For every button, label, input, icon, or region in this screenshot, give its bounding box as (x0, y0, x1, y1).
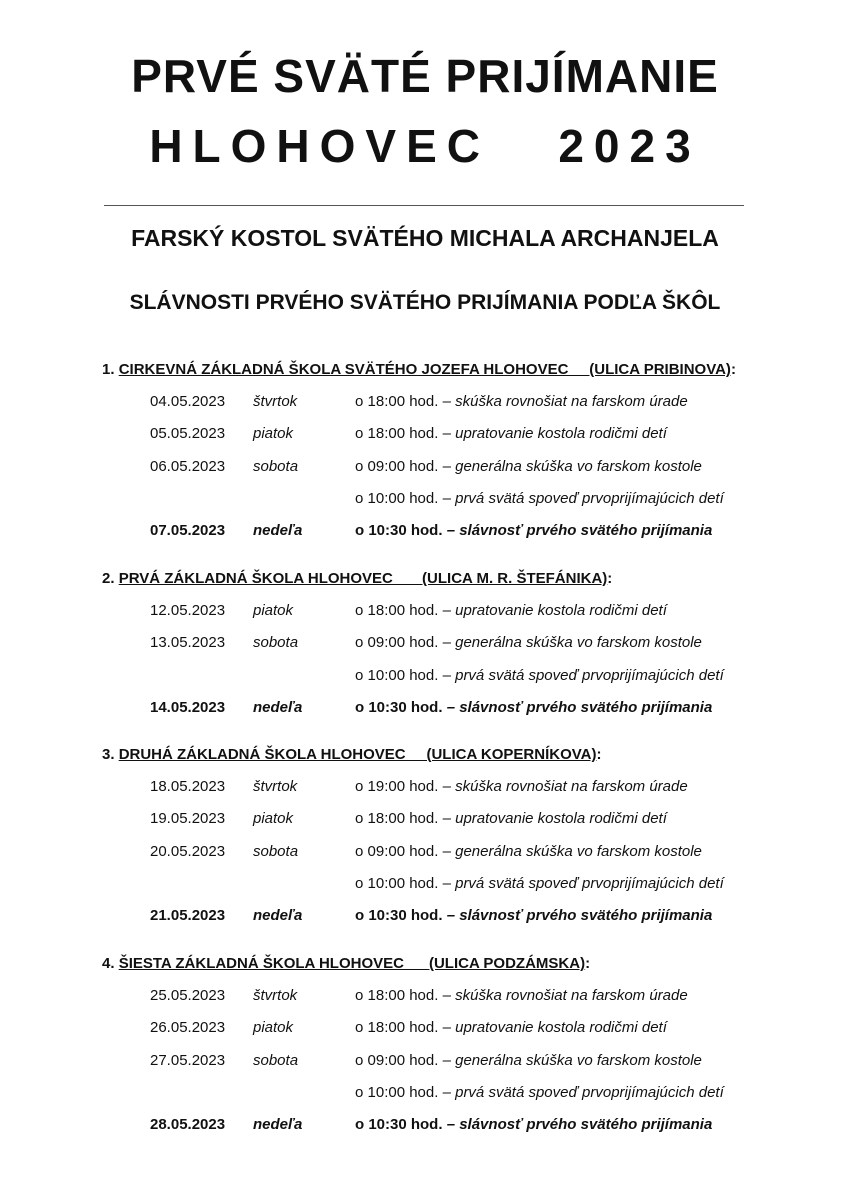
event-description: – slávnosť prvého svätého prijímania (442, 1116, 713, 1134)
event-day: nedeľa (253, 907, 303, 925)
event-description: – prvá svätá spoveď prvoprijímajúcich detí (438, 489, 724, 507)
school-number: 3. (102, 746, 119, 763)
event-time: o 10:00 hod. – prvá svätá spoveď prvoprijímajúcich detí (355, 666, 724, 684)
event-time: o 09:00 hod. – generálna skúška vo farskom kostole (355, 634, 702, 652)
event-description: – upratovanie kostola rodičmi detí (438, 810, 667, 828)
event-row (0, 392, 850, 414)
event-time: o 10:00 hod. – prvá svätá spoveď prvoprijímajúcich detí (355, 489, 724, 507)
event-time: o 18:00 hod. – upratovanie kostola rodičmi detí (355, 425, 667, 443)
event-description: – generálna skúška vo farskom kostole (438, 1051, 702, 1069)
ceremony-row (0, 698, 850, 720)
event-description: – generálna skúška vo farskom kostole (438, 842, 702, 860)
event-date: 06.05.2023 (150, 457, 226, 475)
school-heading (102, 954, 590, 974)
event-row (0, 1018, 850, 1040)
event-row (0, 601, 850, 623)
divider (104, 205, 744, 206)
ceremony-row (0, 1115, 850, 1137)
event-row (0, 874, 850, 896)
event-time: o 18:00 hod. – upratovanie kostola rodičmi detí (355, 810, 667, 828)
event-date: 26.05.2023 (150, 1019, 226, 1037)
event-day: nedeľa (253, 522, 303, 540)
event-date: 04.05.2023 (150, 393, 226, 410)
school-heading-colon: : (730, 361, 736, 378)
school-heading-colon: : (596, 746, 602, 763)
event-description: – upratovanie kostola rodičmi detí (438, 602, 667, 619)
event-description: – skúška rovnošiat na farskom úrade (438, 987, 688, 1004)
school-name: PRVÁ ZÁKLADNÁ ŠKOLA HLOHOVEC (ULICA M. R. ŠTEFÁNIKA) (118, 570, 608, 587)
event-day: piatok (253, 602, 294, 619)
event-time: o 10:30 hod. – slávnosť prvého svätého prijímania (355, 907, 713, 925)
event-row (0, 457, 850, 479)
event-date: 07.05.2023 (150, 522, 226, 540)
school-heading (102, 569, 612, 589)
event-time: o 19:00 hod. – skúška rovnošiat na farskom úrade (355, 778, 688, 795)
event-date: 20.05.2023 (150, 842, 226, 860)
church-heading: FARSKÝ KOSTOL SVÄTÉHO MICHALA ARCHANJELA (131, 225, 719, 251)
event-description: – upratovanie kostola rodičmi detí (438, 425, 667, 443)
event-row (0, 633, 850, 655)
event-time: o 18:00 hod. – skúška rovnošiat na farskom úrade (355, 987, 688, 1004)
event-row (0, 842, 850, 864)
school-heading-colon: : (585, 955, 591, 972)
school-number: 2. (102, 570, 119, 587)
event-time: o 18:00 hod. – upratovanie kostola rodičmi detí (355, 1019, 667, 1037)
event-time: o 10:30 hod. – slávnosť prvého svätého prijímania (355, 698, 713, 716)
school-number: 1. (102, 361, 119, 378)
event-description: – skúška rovnošiat na farskom úrade (438, 778, 688, 795)
event-description: – slávnosť prvého svätého prijímania (442, 522, 713, 540)
event-description: – generálna skúška vo farskom kostole (438, 457, 702, 475)
event-time: o 18:00 hod. – upratovanie kostola rodičmi detí (355, 602, 667, 619)
school-heading-colon: : (607, 570, 613, 587)
event-row (0, 1051, 850, 1073)
ceremony-row (0, 521, 850, 543)
event-day: sobota (253, 634, 299, 652)
event-date: 12.05.2023 (150, 602, 226, 619)
event-description: – upratovanie kostola rodičmi detí (438, 1019, 667, 1037)
ceremony-row (0, 906, 850, 928)
event-time: o 10:30 hod. – slávnosť prvého svätého prijímania (355, 1116, 713, 1134)
event-date: 28.05.2023 (150, 1116, 226, 1134)
school-name: CIRKEVNÁ ZÁKLADNÁ ŠKOLA SVÄTÉHO JOZEFA HLOHOVEC (ULICA PRIBINOVA) (118, 361, 731, 378)
event-row (0, 666, 850, 688)
event-row (0, 809, 850, 831)
event-day: sobota (253, 842, 299, 860)
school-heading (102, 745, 601, 765)
school-number: 4. (102, 955, 119, 972)
event-time: o 10:30 hod. – slávnosť prvého svätého prijímania (355, 522, 713, 540)
event-date: 14.05.2023 (150, 698, 226, 716)
event-description: – prvá svätá spoveď prvoprijímajúcich detí (438, 1083, 724, 1101)
school-name: DRUHÁ ZÁKLADNÁ ŠKOLA HLOHOVEC (ULICA KOPERNÍKOVA) (118, 746, 597, 763)
event-date: 19.05.2023 (150, 810, 226, 828)
event-description: – slávnosť prvého svätého prijímania (442, 907, 713, 925)
event-time: o 09:00 hod. – generálna skúška vo farskom kostole (355, 1051, 702, 1069)
event-day: nedeľa (253, 1116, 303, 1134)
event-date: 25.05.2023 (150, 987, 226, 1004)
event-date: 21.05.2023 (150, 907, 226, 925)
event-day: piatok (253, 1019, 294, 1037)
event-date: 05.05.2023 (150, 425, 226, 443)
school-name: ŠIESTA ZÁKLADNÁ ŠKOLA HLOHOVEC (ULICA PODZÁMSKA) (118, 955, 586, 972)
page-title-line1: PRVÉ SVÄTÉ PRIJÍMANIE (131, 50, 719, 102)
event-description: – prvá svätá spoveď prvoprijímajúcich detí (438, 666, 724, 684)
event-time: o 10:00 hod. – prvá svätá spoveď prvoprijímajúcich detí (355, 874, 724, 892)
event-date: 18.05.2023 (150, 778, 226, 795)
schedule-subtitle: SLÁVNOSTI PRVÉHO SVÄTÉHO PRIJÍMANIA PODĽA ŠKÔL (129, 291, 721, 314)
event-day: piatok (253, 425, 294, 443)
event-day: štvrtok (253, 778, 298, 795)
event-time: o 10:00 hod. – prvá svätá spoveď prvoprijímajúcich detí (355, 1083, 724, 1101)
event-row (0, 489, 850, 511)
event-row (0, 777, 850, 799)
event-day: štvrtok (253, 987, 298, 1004)
page-title-line2: HLOHOVEC 2023 (149, 120, 701, 172)
event-day: piatok (253, 810, 294, 828)
event-description: – generálna skúška vo farskom kostole (438, 634, 702, 652)
event-day: sobota (253, 457, 299, 475)
event-description: – skúška rovnošiat na farskom úrade (438, 393, 688, 410)
event-time: o 09:00 hod. – generálna skúška vo farskom kostole (355, 842, 702, 860)
event-row (0, 424, 850, 446)
event-date: 27.05.2023 (150, 1051, 226, 1069)
event-description: – slávnosť prvého svätého prijímania (442, 698, 713, 716)
event-day: sobota (253, 1051, 299, 1069)
event-date: 13.05.2023 (150, 634, 226, 652)
event-time: o 18:00 hod. – skúška rovnošiat na farskom úrade (355, 393, 688, 410)
event-row (0, 1083, 850, 1105)
event-day: nedeľa (253, 698, 303, 716)
event-row (0, 986, 850, 1008)
event-time: o 09:00 hod. – generálna skúška vo farskom kostole (355, 457, 702, 475)
school-heading (102, 360, 736, 380)
event-description: – prvá svätá spoveď prvoprijímajúcich detí (438, 874, 724, 892)
event-day: štvrtok (253, 393, 298, 410)
